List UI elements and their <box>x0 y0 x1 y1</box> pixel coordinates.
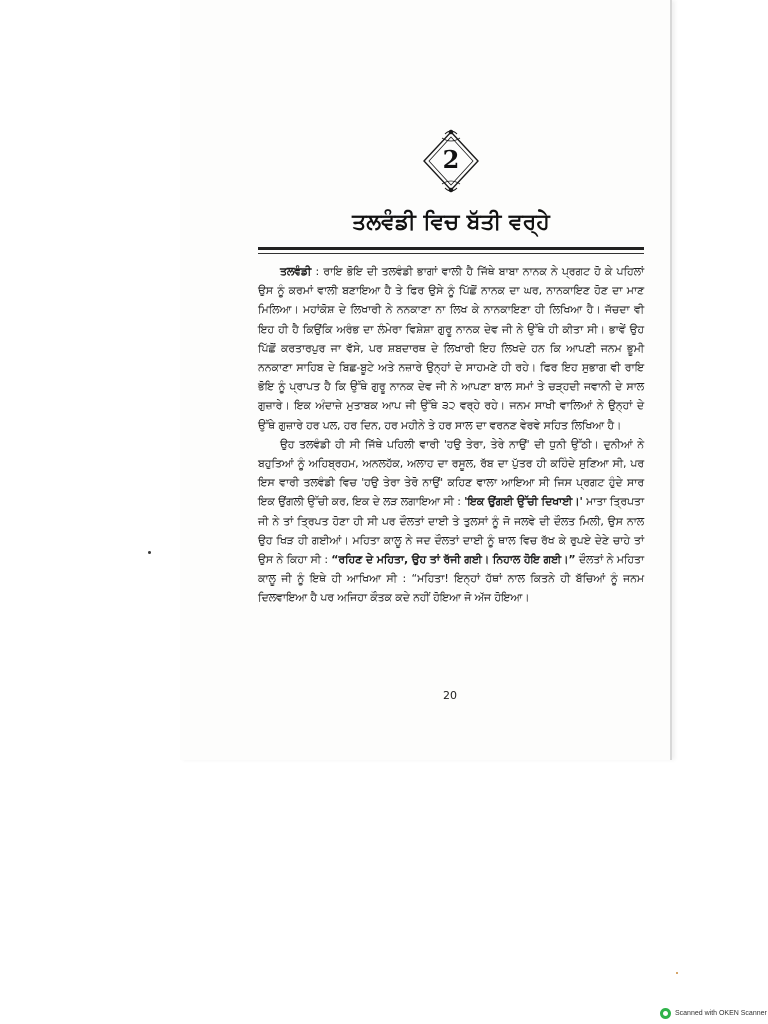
scanner-watermark <box>660 1006 767 1020</box>
chapter-title: ਤਲਵੰਡੀ ਵਿਚ ਬੱਤੀ ਵਰ੍ਹੇ <box>352 210 550 235</box>
title-rule-thin <box>258 253 644 254</box>
paragraph-2-text-b: ਮਾਤਾ ਤ੍ਰਿਪਤਾ ਜੀ ਨੇ ਤਾਂ ਤ੍ਰਿਪਤ ਹੋਣਾ ਹੀ ਸੀ ਪਰ ਦੌਲਤਾਂ ਦਾਈ ਤੇ ਤੁਲਸਾਂ ਨੂੰ ਜੋ ਜਲਵੇ ਦੀ ਦੌਲਤ ਮਿਲੀ, ਉਸ ਨਾਲ ਉਹ ਖਿੜ ਹੀ ਗਈਆਂ। ਮਹਿਤਾ ਕਾਲੂ ਨੇ ਜਦ ਦੌਲਤਾਂ ਦਾਈ ਨੂੰ ਥਾਲ ਵਿਚ ਰੱਖ ਕੇ ਰੁਪਏ ਦੇਣੇ ਚਾਹੇ ਤਾਂ ਉਸ ਨੇ ਕਿਹਾ ਸੀ : <box>258 495 644 567</box>
paragraph-1 <box>258 262 644 435</box>
paragraph-2-quote-2: “ਰਹਿਣ ਦੇ ਮਹਿਤਾ, ਉਹ ਤਾਂ ਰੱਜੀ ਗਈ। ਨਿਹਾਲ ਹੋਇ ਗਈ।” <box>331 553 576 567</box>
paragraph-2-quote-1: 'ਇਕ ਉਂਗਈ ਉੱਚੀ ਦਿਖਾਈ।' <box>464 495 583 509</box>
oken-logo-icon <box>660 1008 671 1019</box>
paragraph-2 <box>258 435 644 608</box>
chapter-body <box>258 262 644 608</box>
scan-speck <box>148 551 151 554</box>
paragraph-2-text-c: ਦੌਲਤਾਂ ਨੇ ਮਹਿਤਾ ਕਾਲੂ ਜੀ ਨੂੰ ਇਥੇ ਹੀ ਆਖਿਆ ਸੀ : “ਮਹਿਤਾ! ਇਨ੍ਹਾਂ ਹੱਥਾਂ ਨਾਲ ਕਿਤਨੇ ਹੀ ਬੱਚਿਆਂ ਨੂੰ ਜਨਮ ਦਿਲਵਾਇਆ ਹੈ ਪਰ ਅਜਿਹਾ ਕੌਤਕ ਕਦੇ ਨਹੀਂ ਹੋਇਆ ਜੋ ਅੱਜ ਹੋਇਆ। <box>258 553 644 605</box>
paragraph-2-text-a: ਉਹ ਤਲਵੰਡੀ ਹੀ ਸੀ ਜਿੱਥੇ ਪਹਿਲੀ ਵਾਰੀ 'ਹਉ ਤੇਰਾ, ਤੇਰੇ ਨਾਉਂ' ਦੀ ਧੁਨੀ ਉੱਠੀ। ਦੁਨੀਆਂ ਨੇ ਬਹੁਤਿਆਂ ਨੂੰ ਅਹਿਬ੍ਰਹਮ, ਅਨਲਹੱਕ, ਅਲਾਹ ਦਾ ਰਸੂਲ, ਰੱਬ ਦਾ ਪੁੱਤਰ ਹੀ ਕਹਿੰਦੇ ਸੁਣਿਆ ਸੀ, ਪਰ ਇਸ ਵਾਰੀ ਤਲਵੰਡੀ ਵਿਚ 'ਹਉ ਤੇਰਾ ਤੇਰੋ ਨਾਉਂ' ਕਹਿਣ ਵਾਲਾ ਆਇਆ ਸੀ ਜਿਸ ਪ੍ਰਗਟ ਹੁੰਦੇ ਸਾਰ ਇਕ ਉਂਗਲੀ ਉੱਚੀ ਕਰ, ਇਕ ਦੇ ਲੜ ਲਗਾਇਆ ਸੀ : <box>258 437 644 509</box>
chapter-number: 2 <box>442 145 460 174</box>
lead-word: ਤਲਵੰਡੀ <box>280 265 312 278</box>
page-number: 20 <box>443 689 457 702</box>
scanner-label: Scanned with OKEN Scanner <box>675 1009 767 1017</box>
paragraph-1-text: : ਰਾਇ ਭੋਇ ਦੀ ਤਲਵੰਡੀ ਭਾਗਾਂ ਵਾਲੀ ਹੈ ਜਿੱਥੇ ਬਾਬਾ ਨਾਨਕ ਨੇ ਪ੍ਰਗਟ ਹੋ ਕੇ ਪਹਿਲਾਂ ਉਸ ਨੂੰ ਕਰਮਾਂ ਵਾਲੀ ਬਣਾਇਆ ਹੈ ਤੇ ਫਿਰ ਉਸੇ ਨੂੰ ਪਿੱਛੋਂ ਨਾਨਕ ਦਾ ਘਰ, ਨਾਨਕਾਇਣ ਹੋਣ ਦਾ ਮਾਣ ਮਿਲਿਆ। ਮਹਾਂਕੋਸ਼ ਦੇ ਲਿਖਾਰੀ ਨੇ ਨਨਕਾਣਾ ਨਾ ਲਿਖ ਕੇ ਨਾਨਕਾਇਣਾ ਹੀ ਲਿਖਿਆ ਹੈ। ਜੱਚਦਾ ਵੀ ਇਹ ਹੀ ਹੈ ਕਿਉਂਕਿ ਅਰੰਭ ਦਾ ਲੰਮੇਰਾ ਵਿਸ਼ੇਸ਼ਾ ਗੁਰੂ ਨਾਨਕ ਦੇਵ ਜੀ ਨੇ ਉੱਥੇ ਹੀ ਕੀਤਾ ਸੀ। ਭਾਵੇਂ ਉਹ ਪਿੱਛੋਂ ਕਰਤਾਰਪੁਰ ਜਾ ਵੱਸੇ, ਪਰ ਸ਼ਬਦਾਰਥ ਦੇ ਲਿਖਾਰੀ ਇਹ ਲਿਖਦੇ ਹਨ ਕਿ ਆਪਣੀ ਜਨਮ ਭੂਮੀ ਨਨਕਾਣਾ ਸਾਹਿਬ ਦੇ ਬਿਛ-ਬੂਟੇ ਅਤੇ ਨਜ਼ਾਰੇ ਉਨ੍ਹਾਂ ਦੇ ਸਾਹਮਣੇ ਹੀ ਰਹੇ। ਫਿਰ ਇਹ ਸੁਭਾਗ ਵੀ ਰਾਇ ਭੋਇ ਨੂੰ ਪ੍ਰਾਪਤ ਹੈ ਕਿ ਉੱਥੇ ਗੁਰੂ ਨਾਨਕ ਦੇਵ ਜੀ ਨੇ ਆਪਣਾ ਬਾਲ ਸਮਾਂ ਤੇ ਚੜ੍ਹਦੀ ਜਵਾਨੀ ਦੇ ਸਾਲ ਗੁਜ਼ਾਰੇ। ਇਕ ਅੰਦਾਜ਼ੇ ਮੁਤਾਬਕ ਆਪ ਜੀ ਉੱਥੇ ੩੨ ਵਰ੍ਹੇ ਰਹੇ। ਜਨਮ ਸਾਖੀ ਵਾਲਿਆਂ ਨੇ ਉਨ੍ਹਾਂ ਦੇ ਉੱਥੇ ਗੁਜ਼ਾਰੇ ਹਰ ਪਲ, ਹਰ ਦਿਨ, ਹਰ ਮਹੀਨੇ ਤੇ ਹਰ ਸਾਲ ਦਾ ਵਰਨਣ ਵੇਰਵੇ ਸਹਿਤ ਲਿਖਿਆ ਹੈ। <box>258 265 644 432</box>
scan-speck <box>676 972 678 974</box>
title-rule-thick <box>258 247 644 250</box>
